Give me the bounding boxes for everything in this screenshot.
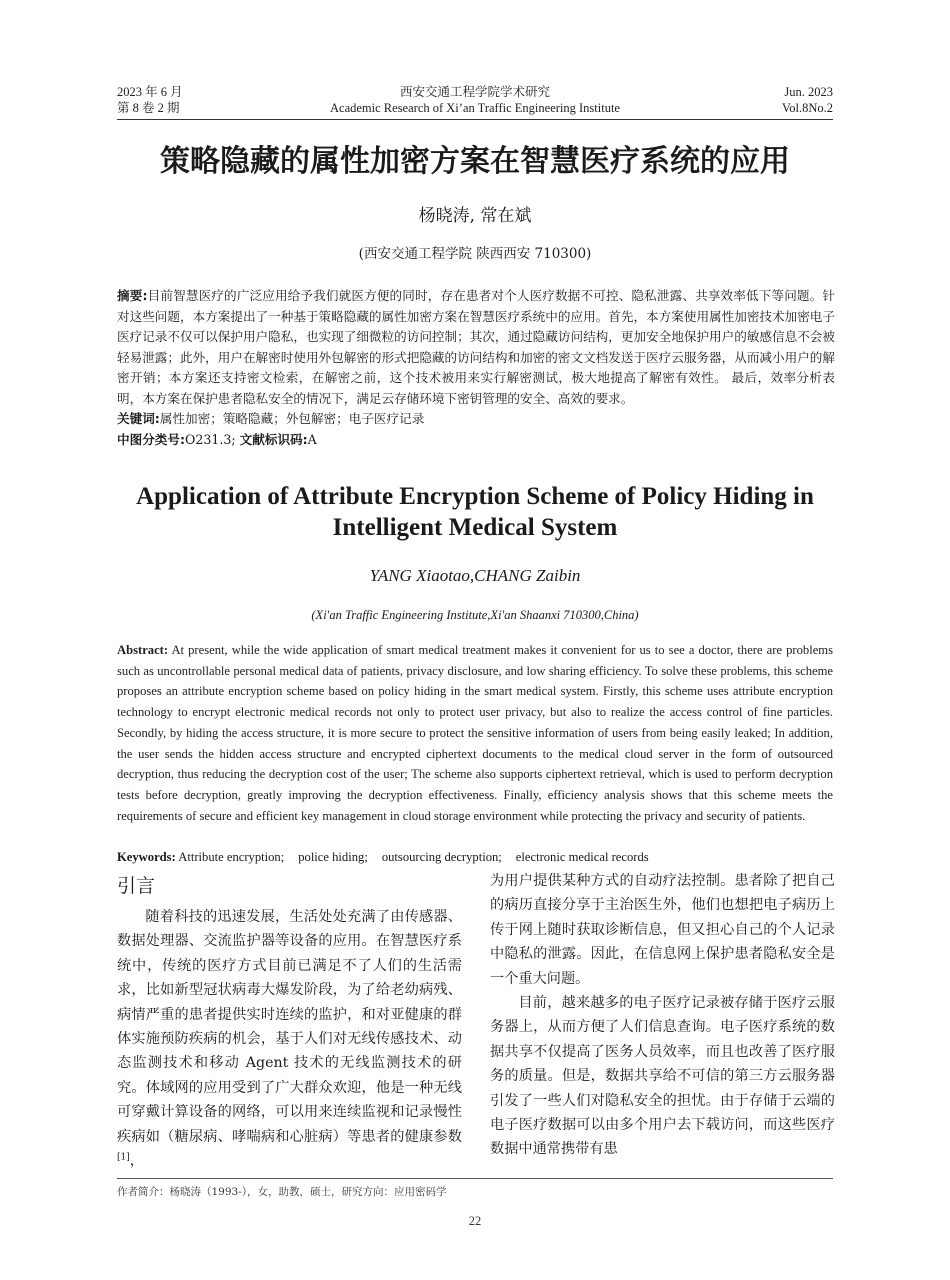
keywords-cn-label: 关键词: [117,411,160,426]
paragraph: 目前，越来越多的电子医疗记录被存储于医疗云服务器上，从而方便了人们信息查询。电子医疗系统的数据共享不仅提高了医务人员效率，而且也改善了医疗服务的质量。但是，数据共享给不可信的第三方云服务器引发了一些人们对隐私安全的担忧。由于存储于云端的电子医疗数据可以由多个用户去下载访问，而这些医疗数据中通常携带有患 [490,995,835,1158]
header-journal [280,84,670,116]
affiliation-en: (Xi'an Traffic Engineering Institute,Xi'an Shaanxi 710300,China) [311,608,639,622]
keyword-item: Attribute encryption; [178,850,285,864]
header-issue-info-en [782,84,833,116]
footnote-rule [117,1178,833,1179]
author-footnote: 作者简介：杨晓涛（1993-），女，助教，硕士，研究方向：应用密码学 [117,1186,447,1198]
class-value: O231.3; [185,432,236,447]
authors-cn: 杨晓涛, 常在斌 [418,206,532,226]
abstract-en [117,640,833,826]
paragraph-text: 随着科技的迅速发展，生活处处充满了由传感器、数据处理器、交流监护器等设备的应用。在智慧医疗系统中，传统的医疗方式目前已满足不了人们的生活需求，比如新型冠状病毒大爆发阶段，为了给老幼病残、病情严重的患者提供实时连续的监护，和对亚健康的群体实施预防疾病的机会，基于人们对无线传感技术、动态监测技术和移动 Agent 技术的无线监测技术的研究。体域网的应用受到了广大群众欢迎，他是一种无线可穿戴计算设备的网络，可以用来连续监视和记录慢性疾病如（糖尿病、哮喘病和心脏病）等患者的健康参数 [117,909,462,1145]
body-column-left [117,905,462,1173]
citation-ref[interactable]: [1] [117,1152,130,1163]
paragraph [117,905,462,1173]
doc-code-label: 文献标识码: [239,432,308,447]
keywords-cn [117,409,424,429]
keywords-cn-text: 属性加密；策略隐藏；外包解密；电子医疗记录 [159,411,425,426]
header-journal-en: Academic Research of Xi’an Traffic Engineering Institute [330,101,620,115]
abstract-en-label: Abstract: [117,643,169,657]
header-date-en: Jun. 2023 [784,85,833,99]
paper-title-cn: 策略隐藏的属性加密方案在智慧医疗系统的应用 [160,144,790,179]
abstract-cn [117,286,835,409]
doc-code-value: A [307,432,317,447]
affiliation-cn: (西安交通工程学院 陕西西安 710300) [358,246,592,262]
header-rule [117,119,833,120]
class-label: 中图分类号: [117,432,186,447]
keywords-en-label: Keywords: [117,850,176,864]
section-heading-introduction: 引言 [117,875,156,897]
header-volume-en: Vol.8No.2 [781,101,833,115]
keyword-item: outsourcing decryption; [381,850,502,864]
abstract-en-text: At present, while the wide application of smart medical treatment makes it convenient for us to see a doctor, there are problems such as uncontrollable personal medical data of patients, privacy disclosure, and low sharing efficiency. To solve these problems, this scheme proposes an attribute encryption scheme based on policy hiding in the smart medical system. Firstly, this scheme uses attribute encryption technology to encrypt electronic medical records not only to protect user privacy, but also to realize the access control of fine particles. Secondly, by hiding the access structure, it is more secure to protect the sensitive information of users from being easily leaked; In addition, the user sends the hidden access structure and encrypted ciphertext documents to the medical cloud server in the form of outsourced decryption, thus reducing the decryption cost of the user; The scheme also supports ciphertext retrieval, which is used to perform decryption tests before decryption, greatly improving the decryption effectiveness. Finally, efficiency analysis shows that this scheme meets the requirements of secure and efficient key management in cloud storage environment while protecting the privacy and security of patients. [117,643,833,823]
keyword-item: electronic medical records [515,850,649,864]
header-journal-cn: 西安交通工程学院学术研究 [399,85,550,99]
header-date: 2023 年 6 月 [117,85,183,99]
authors-en: YANG Xiaotao,CHANG Zaibin [369,566,581,585]
abstract-cn-label: 摘要: [117,288,148,303]
abstract-cn-text: 目前智慧医疗的广泛应用给予我们就医方便的同时，存在患者对个人医疗数据不可控、隐私泄露、共享效率低下等问题。针对这些问题，本方案提出了一种基于策略隐藏的属性加密方案在智慧医疗系统中的应用。首先，本方案使用属性加密技术加密电子医疗记录不仅可以保护用户隐私，也实现了细微粒的访问控制；其次，通过隐藏访问结构，更加安全地保护用户的敏感信息不会被轻易泄露；此外，用户在解密时使用外包解密的形式把隐藏的访问结构和加密的密文文档发送于医疗云服务器，从而减小用户的解密开销；本方案还支持密文检索，在解密之前，这个技术被用来实行解密测试，极大地提高了解密有效性。 最后，效率分析表明，本方案在保护患者隐私安全的情况下，满足云存储环境下密钥管理的安全、高效的要求。 [117,288,835,406]
header-volume: 第 8 卷 2 期 [117,101,180,115]
paragraph: 为用户提供某种方式的自动疗法控制。患者除了把自己的病历直接分享于主治医生外，他们也想把电子病历上传于网上随时获取诊断信息，但又担心自己的个人记录中隐私的泄露。因此，在信息网上保护患者隐私安全是一个重大问题。 [490,873,835,987]
header-issue-info [117,84,183,116]
body-column-right [490,869,835,1162]
paragraph-tail: ， [129,1153,144,1170]
keyword-item: police hiding; [298,850,368,864]
paper-title-en: Application of Attribute Encryption Scheme of Policy Hiding in Intelligent Medical System [136,483,814,541]
classification-line [117,430,317,450]
keywords-en [117,847,833,867]
page-number: 22 [468,1214,482,1228]
